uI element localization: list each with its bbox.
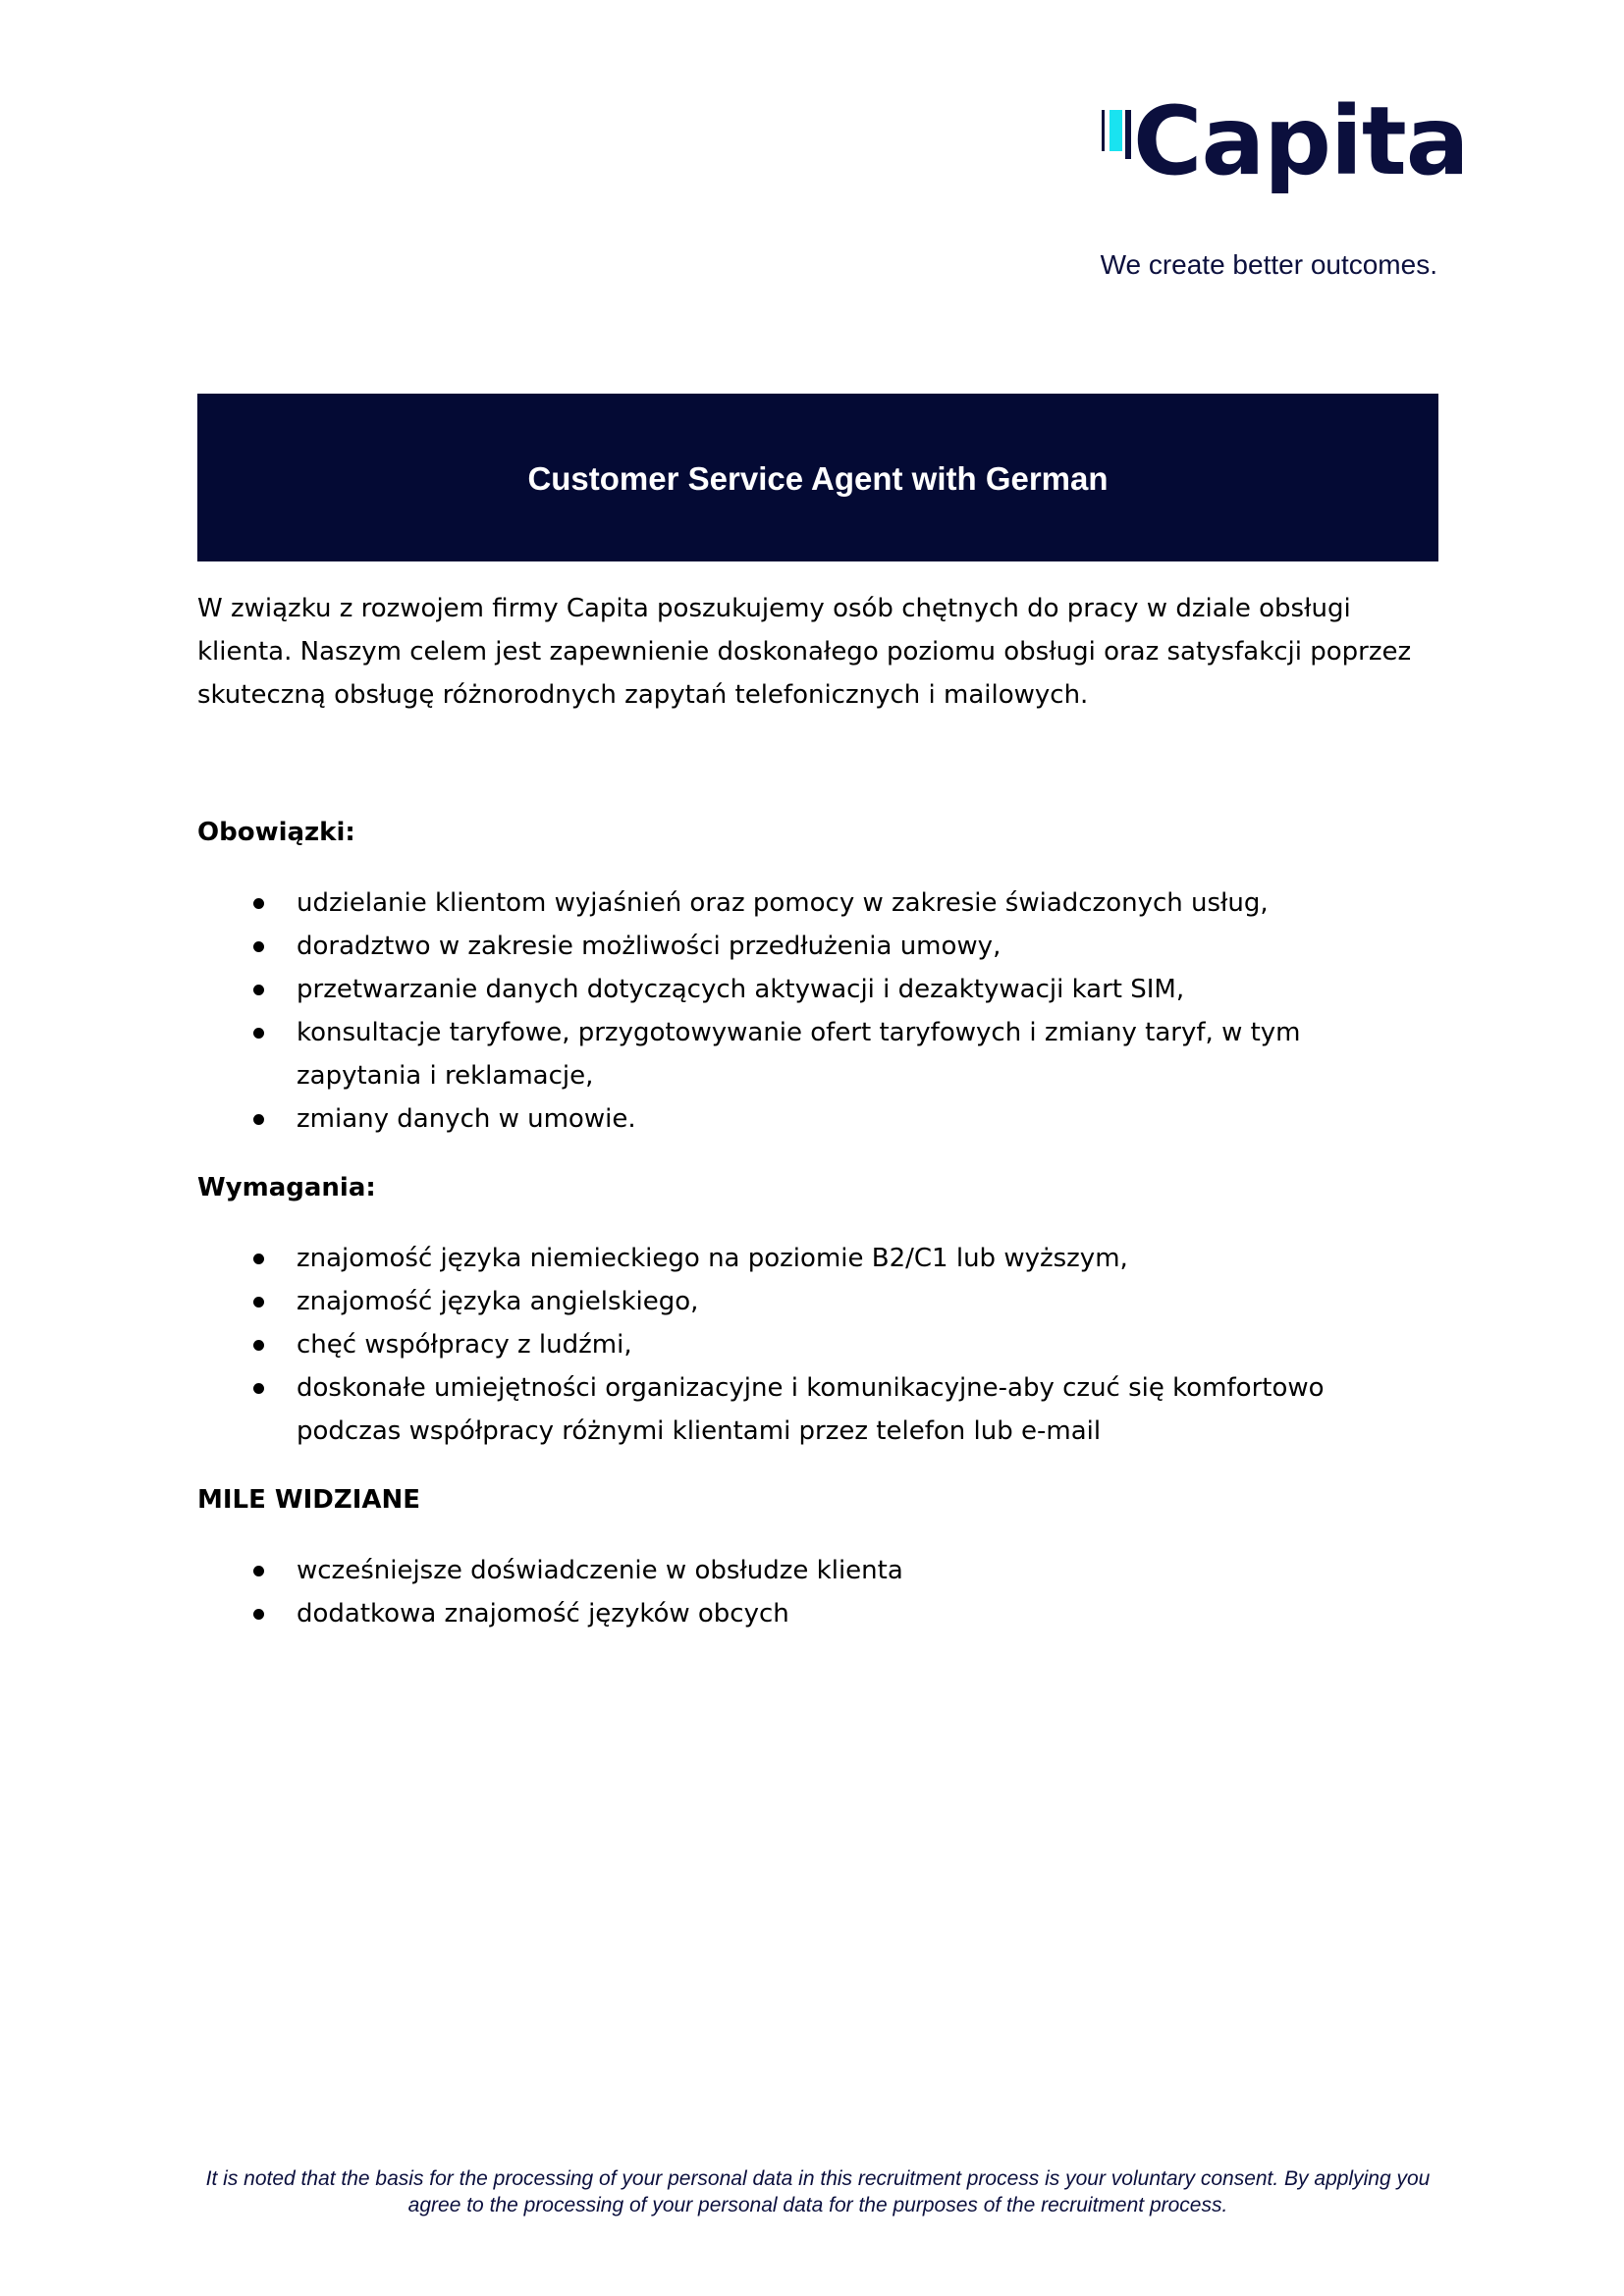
- bullet-icon: [253, 985, 264, 995]
- tagline: We create better outcomes.: [1100, 249, 1437, 280]
- list-item: udzielanie klientom wyjaśnień oraz pomocy w zakresie świadczonych usług,: [197, 881, 1438, 925]
- job-description: [197, 587, 1438, 1635]
- page-title: Customer Service Agent with German: [527, 459, 1109, 497]
- bullet-icon: [253, 1609, 264, 1620]
- section-heading-obowiazki: Obowiązki:: [197, 818, 355, 847]
- bullet-icon: [253, 1340, 264, 1351]
- bullet-icon: [253, 1297, 264, 1308]
- list-obowiazki: [197, 881, 1438, 1141]
- list-item: znajomość języka angielskiego,: [197, 1280, 1438, 1323]
- list-mile-widziane: [197, 1549, 1438, 1635]
- list-item: przetwarzanie danych dotyczących aktywacji i dezaktywacji kart SIM,: [197, 968, 1438, 1011]
- bullet-icon: [253, 1383, 264, 1394]
- bullet-icon: [253, 1114, 264, 1125]
- list-item: chęć współpracy z ludźmi,: [197, 1323, 1438, 1366]
- list-item: dodatkowa znajomość języków obcych: [197, 1592, 1438, 1635]
- list-item: zmiany danych w umowie.: [197, 1097, 1438, 1141]
- bullet-icon: [253, 898, 264, 909]
- bullet-icon: [253, 1254, 264, 1264]
- list-item: znajomość języka niemieckiego na poziomie B2/C1 lub wyższym,: [197, 1237, 1438, 1280]
- logo-wordmark: Capita: [1133, 86, 1469, 196]
- title-banner: [197, 394, 1438, 561]
- section-heading-mile-widziane: MILE WIDZIANE: [197, 1485, 421, 1515]
- list-item: doskonałe umiejętności organizacyjne i komunikacyjne-aby czuć się komfortowo podczas współpracy różnymi klientami przez telefon lub e-mail: [197, 1366, 1438, 1453]
- bullet-icon: [253, 941, 264, 952]
- list-wymagania: [197, 1237, 1438, 1453]
- list-item: konsultacje taryfowe, przygotowywanie ofert taryfowych i zmiany taryf, w tym zapytania i reklamacje,: [197, 1011, 1438, 1097]
- privacy-footer-note: It is noted that the basis for the processing of your personal data in this recruitment process is your voluntary consent. By applying you agree to the processing of your personal data for the purposes of the recruitment process.: [205, 2167, 1431, 2216]
- bullet-icon: [253, 1028, 264, 1039]
- bullet-icon: [253, 1566, 264, 1576]
- intro-paragraph: W związku z rozwojem firmy Capita poszukujemy osób chętnych do pracy w dziale obsługi klienta. Naszym celem jest zapewnienie doskonałego poziomu obsługi oraz satysfakcji poprzez skuteczną obsługę różnorodnych zapytań telefonicznych i mailowych.: [197, 594, 1412, 710]
- capita-logo: [1098, 86, 1469, 224]
- list-item: wcześniejsze doświadczenie w obsłudze klienta: [197, 1549, 1438, 1592]
- list-item: doradztwo w zakresie możliwości przedłużenia umowy,: [197, 925, 1438, 968]
- section-heading-wymagania: Wymagania:: [197, 1173, 376, 1202]
